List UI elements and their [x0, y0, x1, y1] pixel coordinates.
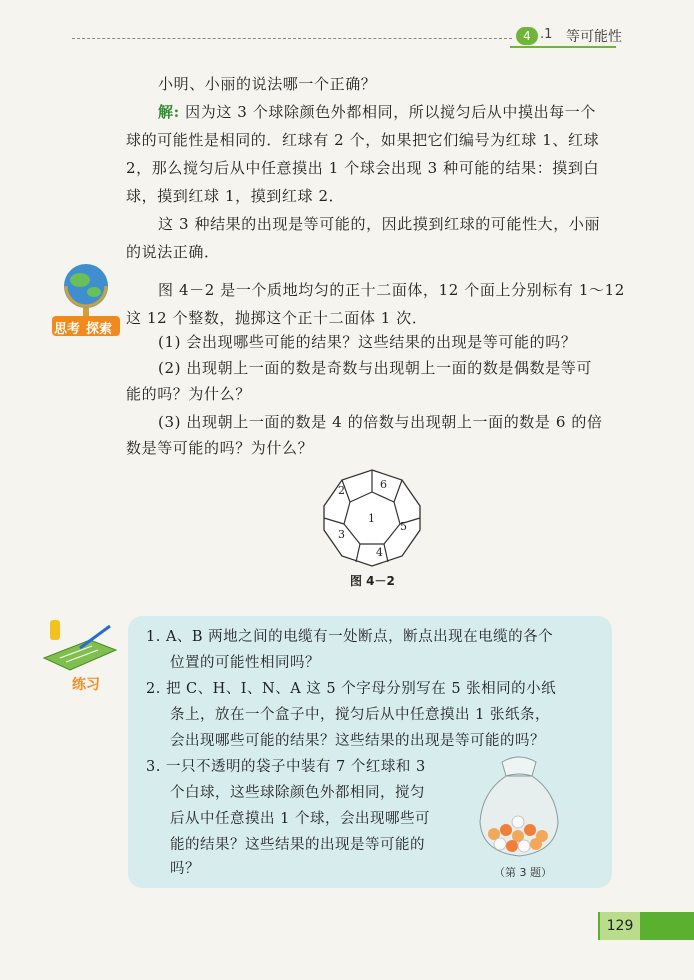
solution-text-1: 因为这 3 个球除颜色外都相同，所以搅匀后从中摸出每一个	[185, 103, 597, 121]
section-title: 等可能性	[566, 29, 622, 45]
face-label-1: 1	[368, 512, 375, 525]
ball-bag-illustration	[472, 752, 566, 862]
explore-intro-1: 图 4－2 是一个质地均匀的正十二面体，12 个面上分别标有 1～12	[158, 281, 625, 299]
think-explore-icon	[52, 256, 120, 338]
section-number-suffix: .1	[540, 27, 553, 42]
question-text: 小明、小丽的说法哪一个正确？	[158, 75, 377, 93]
explore-q2-line1: (2) 出现朝上一面的数是奇数与出现朝上一面的数是偶数是等可	[158, 359, 593, 377]
practice-icon	[40, 618, 120, 696]
dodecahedron-figure	[316, 468, 428, 568]
exercise-3-line2: 个白球，这些球除颜色外都相同，搅匀	[170, 785, 425, 801]
exercise-3-line5: 吗？	[170, 861, 200, 877]
section-badge: 4	[516, 27, 538, 45]
figure-caption: 图 4－2	[350, 574, 395, 588]
exercise-2-line1: 2. 把 C、H、I、N、A 这 5 个字母分别写在 5 张相同的小纸	[146, 681, 557, 697]
explore-q2-line2: 能的吗？为什么？	[126, 385, 251, 403]
conclusion-line-2: 的说法正确．	[126, 243, 220, 261]
exercise-1-line2: 位置的可能性相同吗？	[170, 655, 320, 671]
face-label-4: 4	[376, 546, 383, 559]
solution-line-4: 球，摸到红球 1，摸到红球 2．	[126, 187, 345, 205]
explore-label-right: 探索	[86, 322, 113, 337]
exercise-2-line2: 条上，放在一个盒子中，搅匀后从中任意摸出 1 张纸条，	[170, 707, 550, 723]
exercise-3-line3: 后从中任意摸出 1 个球，会出现哪些可	[170, 811, 430, 827]
exercise-3-line4: 能的结果？这些结果的出现是等可能的	[170, 837, 425, 853]
practice-label: 练习	[72, 677, 100, 693]
exercise-3-line1: 3. 一只不透明的袋子中装有 7 个红球和 3	[146, 759, 426, 775]
explore-q3-line1: (3) 出现朝上一面的数是 4 的倍数与出现朝上一面的数是 6 的倍	[158, 413, 603, 431]
header-green-rule	[510, 46, 616, 48]
face-label-2: 2	[338, 484, 345, 497]
header-dashed-rule	[72, 38, 512, 39]
page-number: 129	[600, 912, 640, 940]
solution-line-1	[158, 98, 596, 126]
exercise-2-line3: 会出现哪些可能的结果？这些结果的出现是等可能的吗？	[170, 733, 545, 749]
explore-q1: (1) 会出现哪些可能的结果？这些结果的出现是等可能的吗？	[158, 333, 577, 351]
explore-q3-line2: 数是等可能的吗？为什么？	[126, 439, 314, 457]
conclusion-line-1: 这 3 种结果的出现是等可能的，因此摸到红球的可能性大，小丽	[158, 215, 601, 233]
bag-caption: （第 3 题）	[494, 866, 552, 879]
solution-line-2: 球的可能性是相同的．红球有 2 个，如果把它们编号为红球 1、红球	[126, 131, 600, 149]
solution-line-3: 2，那么搅匀后从中任意摸出 1 个球会出现 3 种可能的结果：摸到白	[126, 159, 600, 177]
exercise-1-line1: 1. A、B 两地之间的电缆有一处断点，断点出现在电缆的各个	[146, 629, 554, 645]
face-label-5: 5	[400, 520, 407, 533]
explore-label-left: 思考	[54, 322, 81, 337]
face-label-6: 6	[380, 478, 387, 491]
solution-label: 解:	[158, 103, 180, 121]
explore-intro-2: 这 12 个整数，抛掷这个正十二面体 1 次．	[126, 309, 428, 327]
face-label-3: 3	[338, 528, 345, 541]
